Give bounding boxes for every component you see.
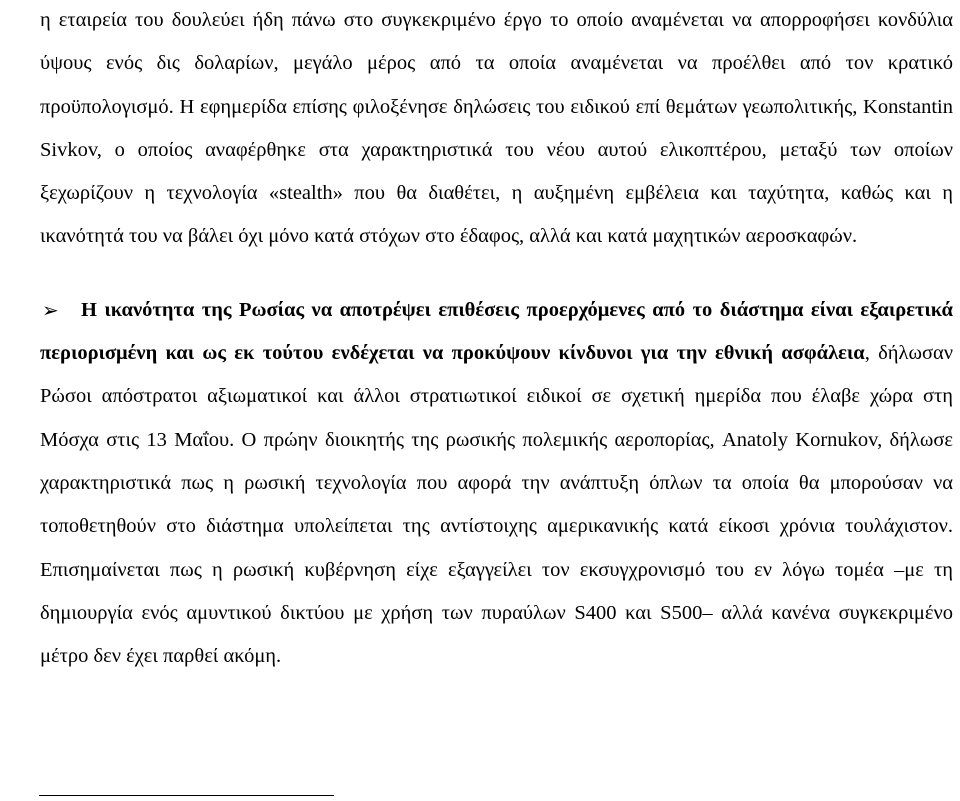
paragraph-space-defense <box>40 289 953 679</box>
paragraph-body-text: , δήλωσαν Ρώσοι απόστρατοι αξιωματικοί και άλλοι στρατιωτικοί ειδικοί σε σχετική ημερίδα που έλαβε χώρα στη Μόσχα στις 13 Μαΐου. Ο πρώην διοικητής της ρωσικής πολεμικής αεροπορίας, Anatoly Kornukov, δήλωσε χαρακτηριστικά πως η ρωσική τεχνολογία που αφορά την ανάπτυξη όπλων τα οποία θα μπορούσαν να τοποθετηθούν στο διάστημα υπολείπεται της αντίστοιχης αμερικανικής κατά είκοσι χρόνια τουλάχιστον. Επισημαίνεται πως η ρωσική κυβέρνηση είχε εξαγγείλει τον εκσυγχρονισμό του εν λόγω τομέα –με τη δημιουργία ενός αμυντικού δικτύου με χρήση των πυραύλων S400 και S500– αλλά κανένα συγκεκριμένο μέτρο δεν έχει παρθεί ακόμη. <box>40 342 954 668</box>
paragraph-helicopter-stealth: η εταιρεία του δουλεύει ήδη πάνω στο συγκεκριμένο έργο το οποίο αναμένεται να απορροφήσει κονδύλια ύψους ενός δις δολαρίων, μεγάλο μέρος από τα οποία αναμένεται να προέλθει από τον κρατικό προϋπολογισμό. Η εφημερίδα επίσης φιλοξένησε δηλώσεις του ειδικού επί θεμάτων γεωπολιτικής, Konstantin Sivkov, ο οποίος αναφέρθηκε στα χαρακτηριστικά του νέου αυτού ελικοπτέρου, μεταξύ των οποίων ξεχωρίζουν η τεχνολογία «stealth» που θα διαθέτει, η αυξημένη εμβέλεια και ταχύτητα, καθώς και η ικανότητά του να βάλει όχι μόνο κατά στόχων στο έδαφος, αλλά και κατά μαχητικών αεροσκαφών. <box>40 9 953 248</box>
arrow-bullet-icon: ➢ <box>42 299 59 322</box>
bold-lead-sentence: Η ικανότητα της Ρωσίας να αποτρέψει επιθέσεις προερχόμενες από το διάστημα είναι εξαιρετικά περιορισμένη και ως εκ τούτου ενδέχεται να προκύψουν κίνδυνοι για την εθνική ασφάλεια <box>40 298 953 365</box>
footnote-separator-line <box>39 795 334 796</box>
document-body <box>40 0 953 678</box>
